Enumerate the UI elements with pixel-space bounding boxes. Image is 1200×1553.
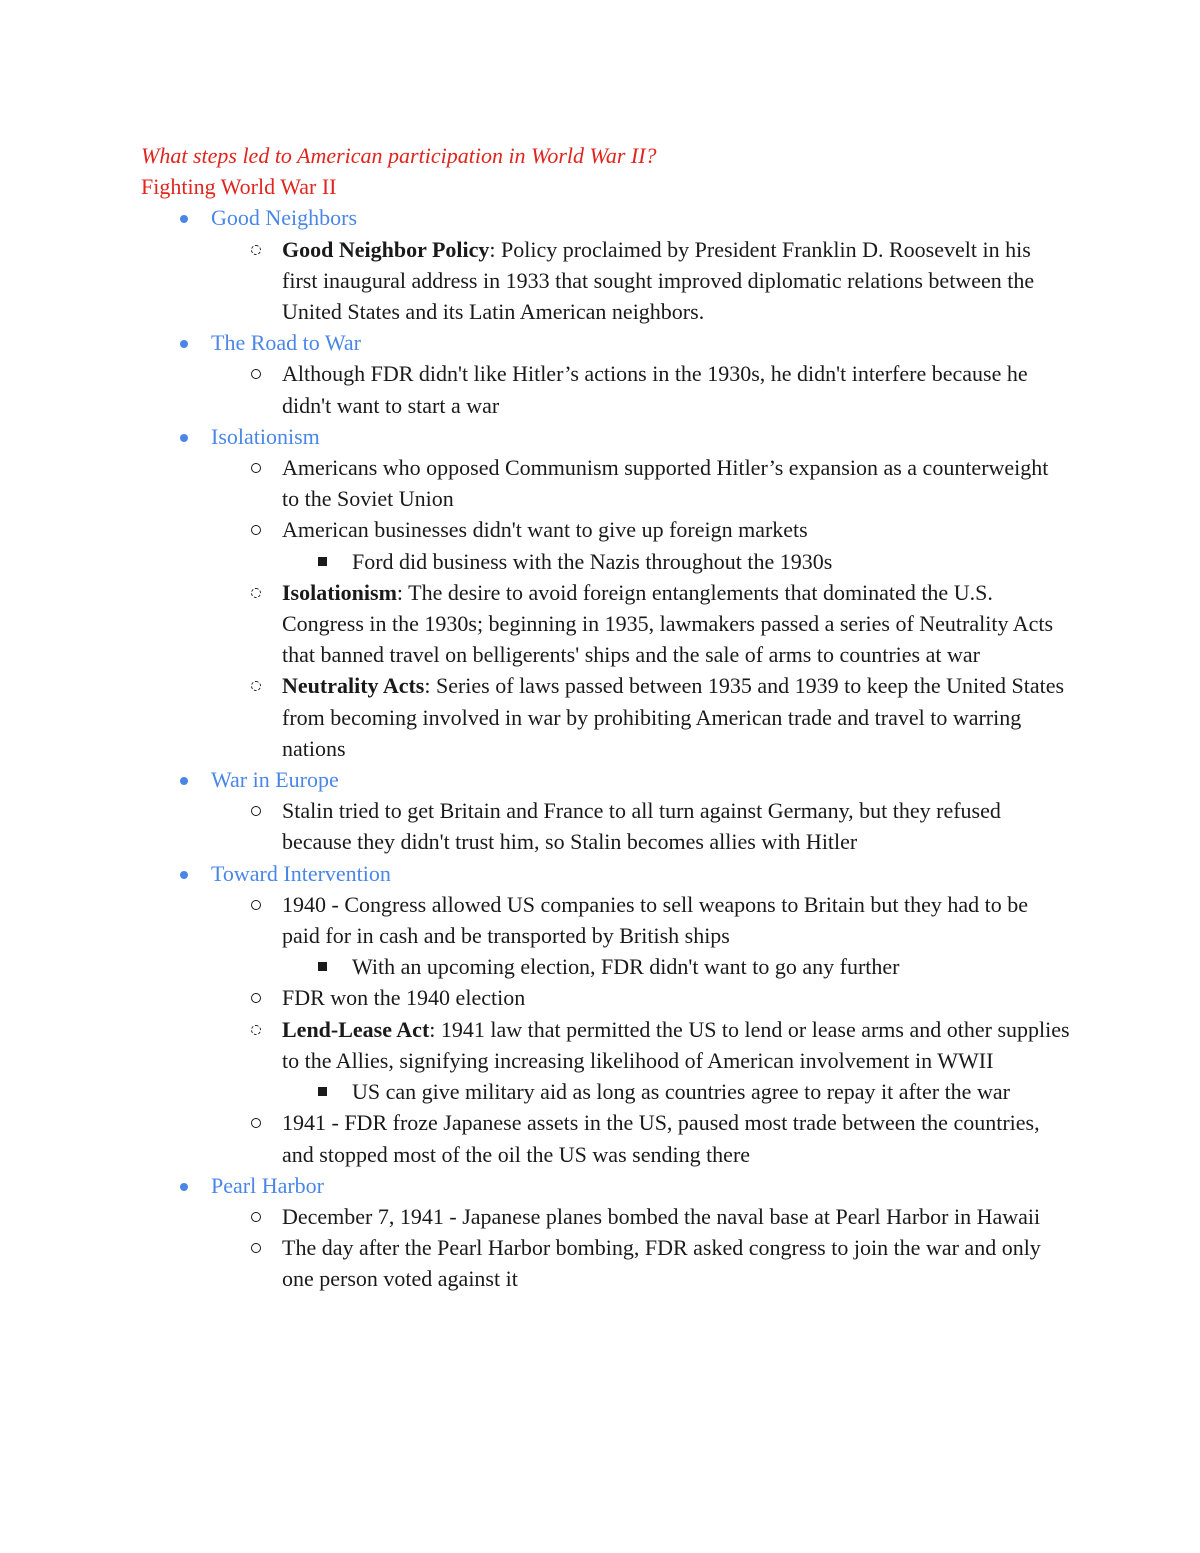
term: Isolationism <box>282 579 397 605</box>
sub-notes-list <box>282 951 1070 982</box>
topic-road-to-war <box>141 327 1070 421</box>
guiding-question: What steps led to American participation in World War II? <box>141 143 657 168</box>
term: Lend-Lease Act <box>282 1016 430 1042</box>
notes-list <box>211 358 1070 420</box>
note-item <box>211 889 1070 983</box>
topic-title: Pearl Harbor <box>211 1172 325 1198</box>
term: Neutrality Acts <box>282 673 425 699</box>
topic-isolationism <box>141 421 1070 764</box>
definition-isolationism <box>211 577 1070 671</box>
definition-good-neighbor-policy <box>211 234 1070 328</box>
note-item: FDR won the 1940 election <box>211 982 1070 1013</box>
topic-good-neighbors <box>141 202 1070 327</box>
definition-text: : Policy proclaimed by President Franklin D. Roosevelt in his first inaugural address in 1933 that sought improved diplomatic relations between the United States and its Latin American neighbors. <box>282 236 1035 325</box>
sub-notes-list <box>282 546 1070 577</box>
topic-title: Isolationism <box>211 423 320 449</box>
topic-pearl-harbor <box>141 1170 1070 1295</box>
topic-title: War in Europe <box>211 767 339 793</box>
definition-neutrality-acts <box>211 670 1070 764</box>
topic-toward-intervention <box>141 858 1070 1170</box>
topic-title: Good Neighbors <box>211 205 358 231</box>
notes-list <box>211 234 1070 328</box>
notes-list <box>211 1201 1070 1295</box>
note-text: 1940 - Congress allowed US companies to sell weapons to Britain but they had to be paid for in cash and be transported by British ships <box>282 891 1029 949</box>
topic-war-in-europe <box>141 764 1070 858</box>
note-item: The day after the Pearl Harbor bombing, FDR asked congress to join the war and only one person voted against it <box>211 1232 1070 1294</box>
note-text: American businesses didn't want to give up foreign markets <box>282 517 808 543</box>
topic-title: Toward Intervention <box>211 860 391 886</box>
sub-notes-list <box>282 1076 1070 1107</box>
topic-title: The Road to War <box>211 330 361 356</box>
note-item: Although FDR didn't like Hitler’s actions in the 1930s, he didn't interfere because he didn't want to start a war <box>211 358 1070 420</box>
notes-list <box>211 795 1070 857</box>
section-heading: Fighting World War II <box>141 174 337 200</box>
note-item: Stalin tried to get Britain and France to all turn against Germany, but they refused because they didn't trust him, so Stalin becomes allies with Hitler <box>211 795 1070 857</box>
definition-text: : 1941 law that permitted the US to lend or lease arms and other supplies to the Allies, signifying increasing likelihood of American involvement in WWII <box>282 1016 1070 1073</box>
notes-list <box>211 452 1070 764</box>
notes-list <box>211 889 1070 1170</box>
topic-list <box>141 202 1070 1294</box>
definition-lend-lease-act <box>211 1014 1070 1108</box>
sub-note-item: US can give military aid as long as countries agree to repay it after the war <box>282 1076 1070 1107</box>
term: Good Neighbor Policy <box>282 236 490 262</box>
note-item <box>211 514 1070 576</box>
note-item: Americans who opposed Communism supported Hitler’s expansion as a counterweight to the Soviet Union <box>211 452 1070 514</box>
sub-note-item: Ford did business with the Nazis throughout the 1930s <box>282 546 1070 577</box>
definition-text: : Series of laws passed between 1935 and 1939 to keep the United States from becoming involved in war by prohibiting American trade and travel to warring nations <box>282 673 1065 761</box>
sub-note-item: With an upcoming election, FDR didn't want to go any further <box>282 951 1070 982</box>
note-item: 1941 - FDR froze Japanese assets in the US, paused most trade between the countries, and stopped most of the oil the US was sending there <box>211 1107 1070 1169</box>
definition-text: : The desire to avoid foreign entanglements that dominated the U.S. Congress in the 1930s; beginning in 1935, lawmakers passed a series of Neutrality Acts that banned travel on belligerents' ships and the sale of arms to countries at war <box>282 579 1054 668</box>
note-item: December 7, 1941 - Japanese planes bombed the naval base at Pearl Harbor in Hawaii <box>211 1201 1070 1232</box>
